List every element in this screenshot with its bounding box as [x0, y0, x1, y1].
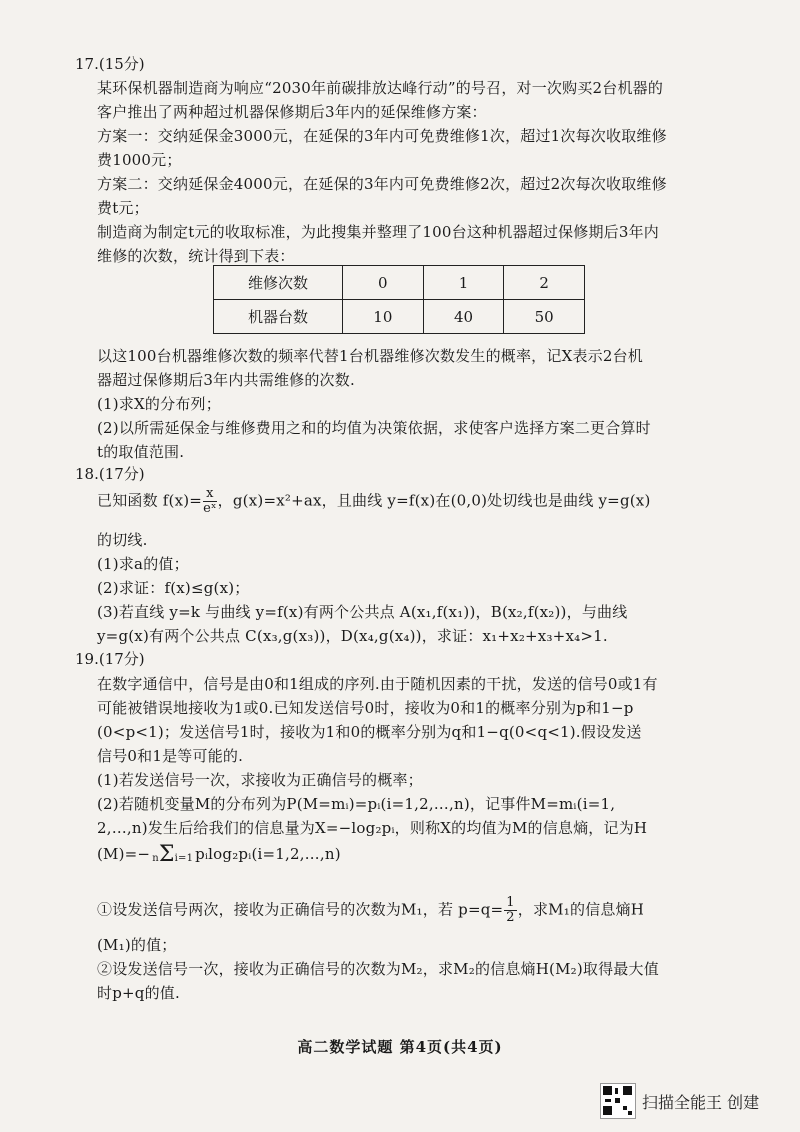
summation-sign: nΣi=1 [152, 842, 194, 867]
q19-line9 [97, 896, 644, 925]
q17-line6: 费t元； [97, 199, 149, 217]
q18-line1-end: ，g(x)=x²+ax，且曲线 y=f(x)在(0,0)处切线也是曲线 y=g(x) [217, 491, 651, 510]
q19-line4: 信号0和1是等可能的. [97, 747, 244, 765]
scanner-watermark: 扫描全能王 创建 [642, 1093, 760, 1112]
q19-line2: 可能被错误地接收为1或0.已知发送信号0时，接收为0和1的概率分别为p和1−p [97, 699, 634, 717]
q17-line12: (2)以所需延保金与维修费用之和的均值为决策依据，求使客户选择方案二更合算时 [97, 419, 651, 437]
table-cell: 10 [343, 300, 424, 334]
q18-line1-start: 已知函数 f(x)= [97, 491, 203, 510]
q18-line3: (1)求a的值； [97, 555, 189, 573]
entropy-formula-start: (M)=− [97, 845, 151, 863]
q17-line5: 方案二：交纳延保金4000元，在延保的3年内可免费维修2次，超过2次每次收取维修 [97, 175, 667, 193]
qr-code-icon [600, 1083, 636, 1119]
q18-line6: y=g(x)有两个公共点 C(x₃,g(x₃))，D(x₄,g(x₄))，求证：x₁+x₂+x₃+x₄>1. [97, 627, 608, 645]
repair-stat-table [213, 265, 585, 334]
q19-line3: (0<p<1)；发送信号1时，接收为1和0的概率分别为q和1−q(0<q<1).假设发送 [97, 723, 642, 741]
q19-line6: (2)若随机变量M的分布列为P(M=mᵢ)=pᵢ(i=1,2,…,n)，记事件M=mᵢ(i=1, [97, 795, 616, 813]
q17-line2: 客户推出了两种超过机器保修期后3年内的延保维修方案： [97, 103, 487, 121]
table-cell: 机器台数 [214, 300, 343, 334]
table-row [214, 266, 585, 300]
q19-line11: ②设发送信号一次，接收为正确信号的次数为M₂，求M₂的信息熵H(M₂)取得最大值 [97, 960, 659, 978]
fraction-one-half: $\frac{1}{2}$ [506, 895, 515, 925]
q19-line8 [97, 844, 341, 866]
entropy-formula-end: pᵢlog₂pᵢ(i=1,2,…,n) [195, 845, 341, 863]
q19-line10: (M₁)的值； [97, 936, 177, 954]
page-footer: 高二数学试题 第4页(共4页) [297, 1038, 503, 1056]
q19-heading: 19.(17分) [75, 650, 145, 668]
q19-line7: 2,…,n)发生后给我们的信息量为X=−log₂pᵢ，则称X的均值为M的信息熵，记为H [97, 819, 648, 837]
q17-line8: 维修的次数，统计得到下表： [97, 247, 295, 265]
q17-line4: 费1000元； [97, 151, 182, 169]
table-cell: 40 [423, 300, 504, 334]
q17-line11: (1)求X的分布列； [97, 395, 221, 413]
table-cell: 维修次数 [214, 266, 343, 300]
table-row [214, 300, 585, 334]
q17-line1: 某环保机器制造商为响应“2030年前碳排放达峰行动”的号召，对一次购买2台机器的 [97, 79, 664, 97]
q19-line9-end: ，求M₁的信息熵H [517, 900, 645, 919]
q18-line5: (3)若直线 y=k 与曲线 y=f(x)有两个公共点 A(x₁,f(x₁))，B(x₂,f(x₂))，与曲线 [97, 603, 628, 621]
q17-line9: 以这100台机器维修次数的频率代替1台机器维修次数发生的概率，记X表示2台机 [97, 347, 643, 365]
q17-heading: 17.(15分) [75, 55, 145, 73]
table-cell: 2 [504, 266, 585, 300]
q18-line1 [97, 487, 651, 516]
table-cell: 1 [423, 266, 504, 300]
q19-line5: (1)若发送信号一次，求接收为正确信号的概率； [97, 771, 423, 789]
table-cell: 50 [504, 300, 585, 334]
q17-line13: t的取值范围. [97, 443, 185, 461]
q17-line10: 器超过保修期后3年内共需维修的次数. [97, 371, 355, 389]
q18-heading: 18.(17分) [75, 465, 145, 483]
q17-line7: 制造商为制定t元的收取标准，为此搜集并整理了100台这种机器超过保修期后3年内 [97, 223, 660, 241]
fraction-x-over-ex: $\frac{x}{\text{eˣ}}$ [203, 486, 217, 516]
q19-line9-start: ①设发送信号两次，接收为正确信号的次数为M₁，若 p=q= [97, 900, 504, 919]
q19-line1: 在数字通信中，信号是由0和1组成的序列.由于随机因素的干扰，发送的信号0或1有 [97, 675, 658, 693]
table-cell: 0 [343, 266, 424, 300]
q17-line3: 方案一：交纳延保金3000元，在延保的3年内可免费维修1次，超过1次每次收取维修 [97, 127, 667, 145]
q18-line2: 的切线. [97, 531, 148, 549]
q19-line12: 时p+q的值. [97, 984, 180, 1002]
q18-line4: (2)求证：f(x)≤g(x)； [97, 579, 250, 597]
